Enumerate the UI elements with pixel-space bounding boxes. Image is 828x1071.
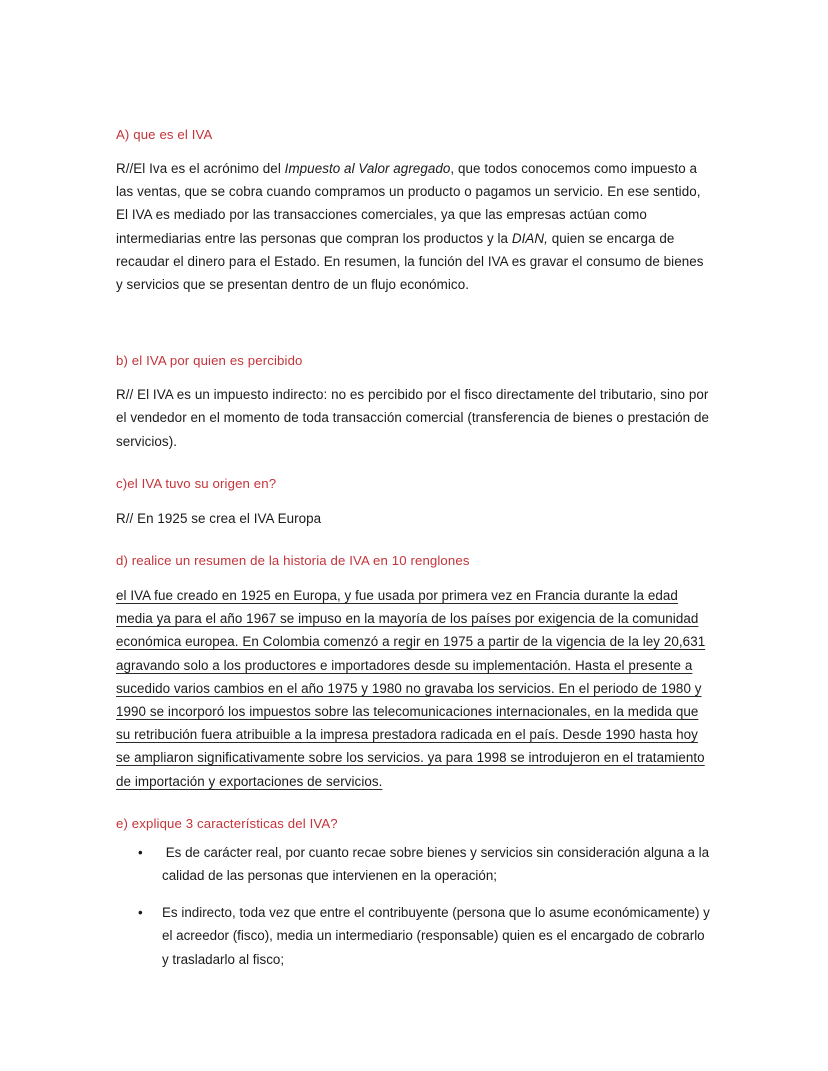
bullet-icon: • xyxy=(138,905,143,921)
answer-a-italic-impuesto: Impuesto al Valor agregado xyxy=(284,161,451,176)
spacer xyxy=(116,570,714,584)
list-item xyxy=(116,841,714,887)
bullet-icon: • xyxy=(138,844,143,860)
answer-section-c: R// En 1925 se crea el IVA Europa xyxy=(116,510,322,526)
list-item xyxy=(116,901,714,971)
heading-section-c: c)el IVA tuvo su origen en? xyxy=(116,475,277,491)
document-body xyxy=(116,126,714,971)
answer-section-d: el IVA fue creado en 1925 en Europa, y fue usada por primera vez en Francia durante la edad media ya para el año 1967 se impuso en la mayoría de los países por exigencia de la comunidad económica europea. En Colombia comenzó a regir en 1975 a partir de la vigencia de la ley 20,631 agravando solo a los productores e importadores desde su implementación. Hasta el presente a sucedido varios cambios en el año 1975 y 1980 no gravaba los servicios. En el periodo de 1980 y 1990 se incorporó los impuestos sobre las telecomunicaciones internacionales, en la medida que su retribución fuera atribuible a la impresa prestadora radicada en el país. Desde 1990 hasta hoy se ampliaron significativamente sobre los servicios. ya para 1998 se introdujeron en el tratamiento de importación y exportaciones de servicios. xyxy=(116,588,706,789)
spacer xyxy=(116,453,714,475)
spacer xyxy=(116,296,714,352)
spacer xyxy=(116,530,714,552)
answer-a-text-part-2: , que todos conocemos como impuesto a las ventas, que se cobra cuando compramos un producto o pagamos un servicio. En ese sentido, El IVA es mediado por las transacciones comerciales, ya que las empresas actúan como intermediarias entre las personas que compran los productos y la xyxy=(116,161,701,246)
heading-section-b: b) el IVA por quien es percibido xyxy=(116,353,303,369)
list-item-text: Es de carácter real, por cuanto recae sobre bienes y servicios sin consideración alguna a la calidad de las personas que intervienen en la operación; xyxy=(162,844,713,884)
characteristics-list xyxy=(116,841,714,971)
heading-section-a: A) que es el IVA xyxy=(116,127,213,142)
answer-a-text-part-1: R//El Iva es el acrónimo del xyxy=(116,161,285,176)
spacer xyxy=(116,493,714,507)
answer-section-a xyxy=(116,157,714,296)
heading-section-e: e) explique 3 características del IVA? xyxy=(116,815,338,831)
spacer xyxy=(116,144,714,157)
spacer xyxy=(116,793,714,815)
answer-a-text-part-3: quien se encarga de recaudar el dinero para el Estado. En resumen, la función del IVA es gravar el consumo de bienes y servicios que se presentan dentro de un flujo económico. xyxy=(116,230,704,293)
answer-section-b: R// El IVA es un impuesto indirecto: no es percibido por el fisco directamente del tributario, sino por el vendedor en el momento de toda transacción comercial (transferencia de bienes o prestación de servicios). xyxy=(116,387,709,449)
spacer xyxy=(116,833,714,841)
answer-a-italic-dian: DIAN, xyxy=(511,230,548,246)
heading-section-d: d) realice un resumen de la historia de IVA en 10 renglones xyxy=(116,553,470,569)
spacer xyxy=(116,370,714,383)
list-item-text: Es indirecto, toda vez que entre el contribuyente (persona que lo asume económicamente) y el acreedor (fisco), media un intermediario (responsable) quien es el encargado de cobrarlo y trasladarlo al fisco; xyxy=(162,905,714,967)
